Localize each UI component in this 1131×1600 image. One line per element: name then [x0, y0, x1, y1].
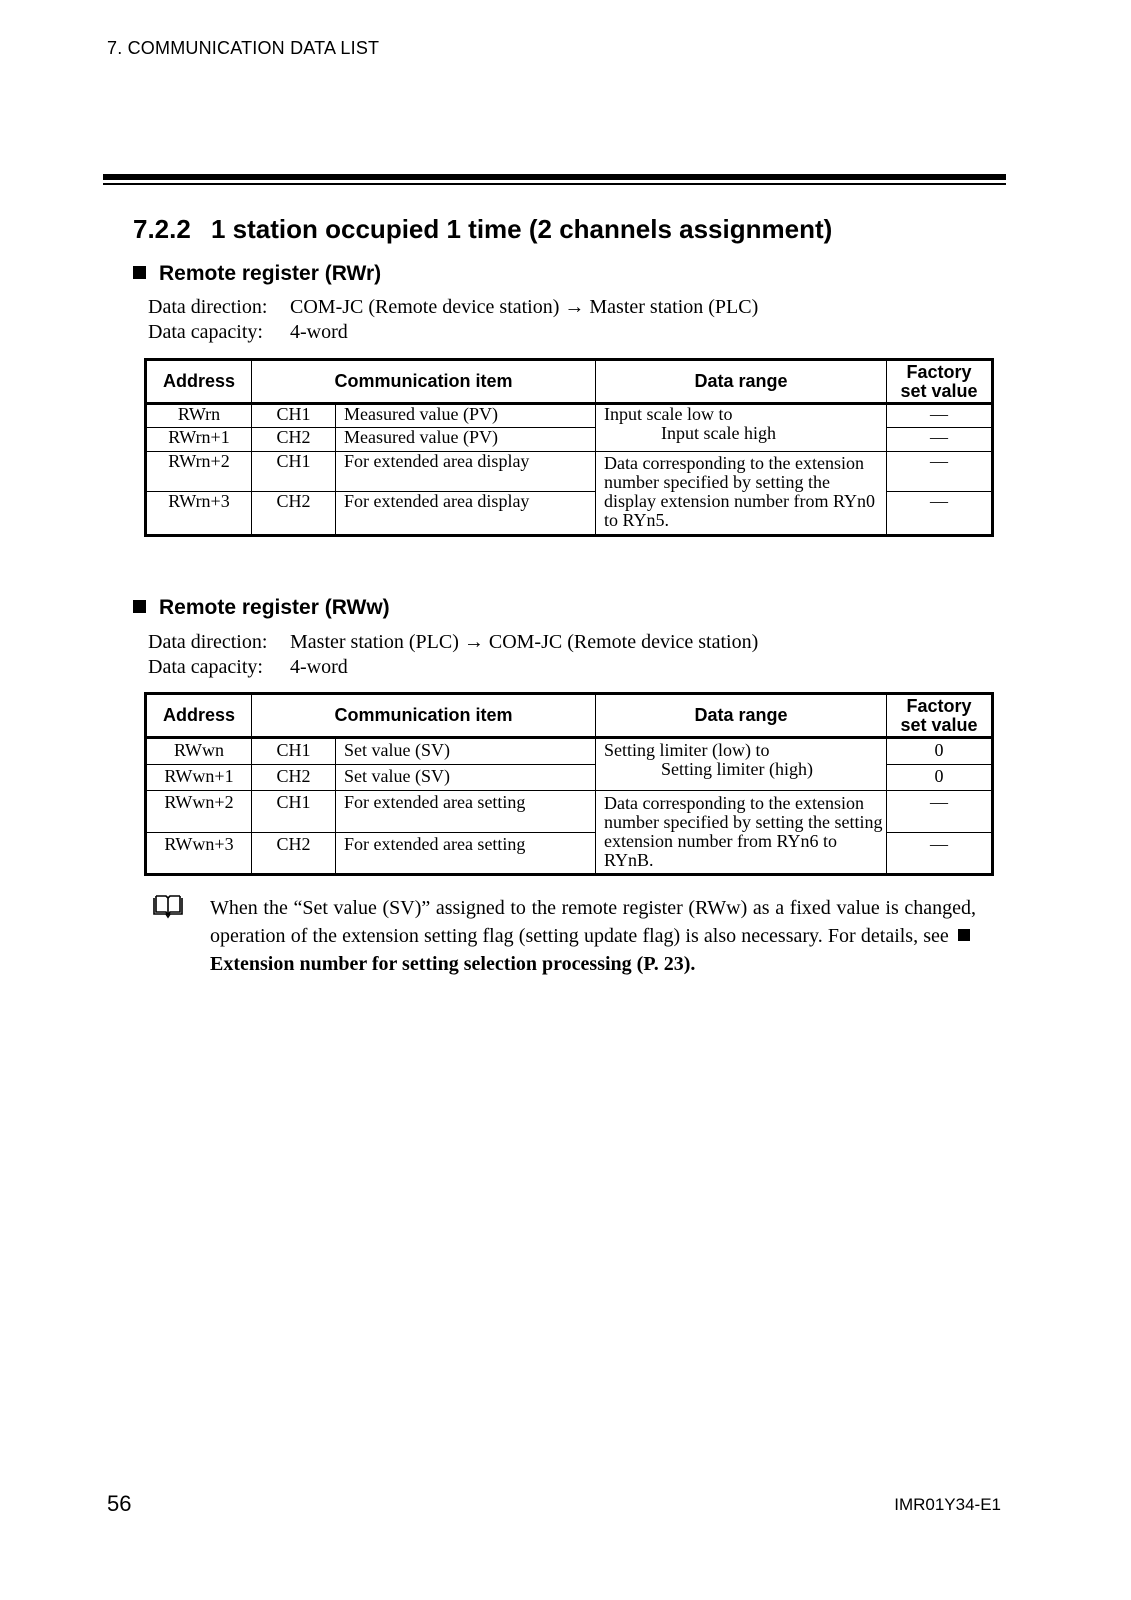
rwr-header-range: Data range	[596, 360, 887, 404]
document-code: IMR01Y34-E1	[894, 1495, 1001, 1514]
channel-cell: CH1	[252, 404, 336, 428]
rww-heading	[133, 596, 390, 620]
range-line-1: Setting limiter (low) to	[604, 740, 770, 760]
header-rule-thin	[103, 183, 1006, 185]
item-cell: Measured value (PV)	[336, 428, 596, 452]
rww-header-item: Communication item	[252, 694, 596, 738]
factory-cell: —	[887, 428, 993, 452]
square-bullet-icon	[133, 600, 146, 613]
item-cell: For extended area setting	[336, 791, 596, 833]
page-number: 56	[107, 1491, 132, 1516]
factory-cell: 0	[887, 765, 993, 791]
rww-header-factory-line1: Factory	[906, 695, 972, 716]
address-cell: RWrn+2	[146, 452, 252, 492]
note-text	[210, 894, 976, 978]
table-row	[146, 452, 993, 492]
rww-direction-label: Data direction:	[148, 631, 268, 653]
rwr-capacity-label: Data capacity:	[148, 321, 263, 343]
item-cell: Measured value (PV)	[336, 404, 596, 428]
square-bullet-icon	[958, 929, 970, 941]
rwr-heading-text: Remote register (RWr)	[159, 262, 382, 285]
address-cell: RWrn+1	[146, 428, 252, 452]
book-icon	[151, 894, 185, 920]
rwr-header-address: Address	[146, 360, 252, 404]
section-title-text: 1 station occupied 1 time (2 channels assignment)	[211, 214, 833, 244]
rwr-header-factory-line2: set value	[900, 380, 978, 401]
rww-table	[144, 692, 994, 876]
address-cell: RWwn+3	[146, 833, 252, 875]
factory-cell: —	[887, 791, 993, 833]
address-cell: RWwn+1	[146, 765, 252, 791]
channel-cell: CH1	[252, 452, 336, 492]
rwr-table	[144, 358, 994, 537]
rwr-header-item: Communication item	[252, 360, 596, 404]
rwr-capacity-value: 4-word	[290, 321, 348, 343]
rwr-header-factory-line1: Factory	[906, 361, 972, 382]
rwr-header-factory	[887, 360, 993, 404]
range-cell	[596, 404, 887, 452]
address-cell: RWrn	[146, 404, 252, 428]
address-cell: RWrn+3	[146, 492, 252, 536]
rww-meta	[148, 630, 758, 680]
rwr-direction-value: COM-JC (Remote device station) → Master station (PLC)	[290, 296, 759, 318]
note-reference-link[interactable]: Extension number for setting selection processing (P. 23).	[210, 953, 696, 975]
channel-cell: CH1	[252, 791, 336, 833]
range-cell	[596, 738, 887, 791]
item-cell: Set value (SV)	[336, 738, 596, 765]
item-cell: Set value (SV)	[336, 765, 596, 791]
channel-cell: CH1	[252, 738, 336, 765]
table-row	[146, 791, 993, 833]
rww-header-row	[146, 694, 993, 738]
range-line-2: Input scale high	[661, 423, 776, 443]
rww-header-factory-line2: set value	[900, 714, 978, 735]
rwr-header-row	[146, 360, 993, 404]
factory-cell: 0	[887, 738, 993, 765]
rww-header-range: Data range	[596, 694, 887, 738]
factory-cell: —	[887, 833, 993, 875]
note-body: When the “Set value (SV)” assigned to the remote register (RWw) as a fixed value is changed, operation of the extension setting flag (setting update flag) is also necessary. For details, see	[210, 897, 976, 947]
rww-header-factory	[887, 694, 993, 738]
running-header: 7. COMMUNICATION DATA LIST	[107, 38, 380, 58]
channel-cell: CH2	[252, 833, 336, 875]
range-cell: Data corresponding to the extension number specified by setting the setting extension number from RYn6 to RYnB.	[596, 791, 887, 875]
item-cell: For extended area setting	[336, 833, 596, 875]
rwr-meta	[148, 295, 758, 345]
factory-cell: —	[887, 452, 993, 492]
rwr-direction-label: Data direction:	[148, 296, 268, 318]
rww-header-address: Address	[146, 694, 252, 738]
rww-direction-value: Master station (PLC) → COM-JC (Remote device station)	[290, 631, 759, 653]
item-cell: For extended area display	[336, 492, 596, 536]
rwr-heading	[133, 262, 381, 286]
header-rule-thick	[103, 174, 1006, 180]
rww-capacity-value: 4-word	[290, 656, 348, 678]
range-line-1: Input scale low to	[604, 404, 733, 424]
table-row	[146, 738, 993, 765]
section-number: 7.2.2	[133, 214, 191, 244]
address-cell: RWwn+2	[146, 791, 252, 833]
factory-cell: —	[887, 492, 993, 536]
item-cell: For extended area display	[336, 452, 596, 492]
square-bullet-icon	[133, 266, 146, 279]
section-title	[133, 214, 832, 245]
address-cell: RWwn	[146, 738, 252, 765]
channel-cell: CH2	[252, 428, 336, 452]
range-line-2: Setting limiter (high)	[661, 759, 813, 779]
rww-heading-text: Remote register (RWw)	[159, 596, 390, 619]
factory-cell: —	[887, 404, 993, 428]
rww-capacity-label: Data capacity:	[148, 656, 263, 678]
range-cell: Data corresponding to the extension number specified by setting the display extension number from RYn0 to RYn5.	[596, 452, 887, 536]
channel-cell: CH2	[252, 765, 336, 791]
table-row	[146, 404, 993, 428]
channel-cell: CH2	[252, 492, 336, 536]
